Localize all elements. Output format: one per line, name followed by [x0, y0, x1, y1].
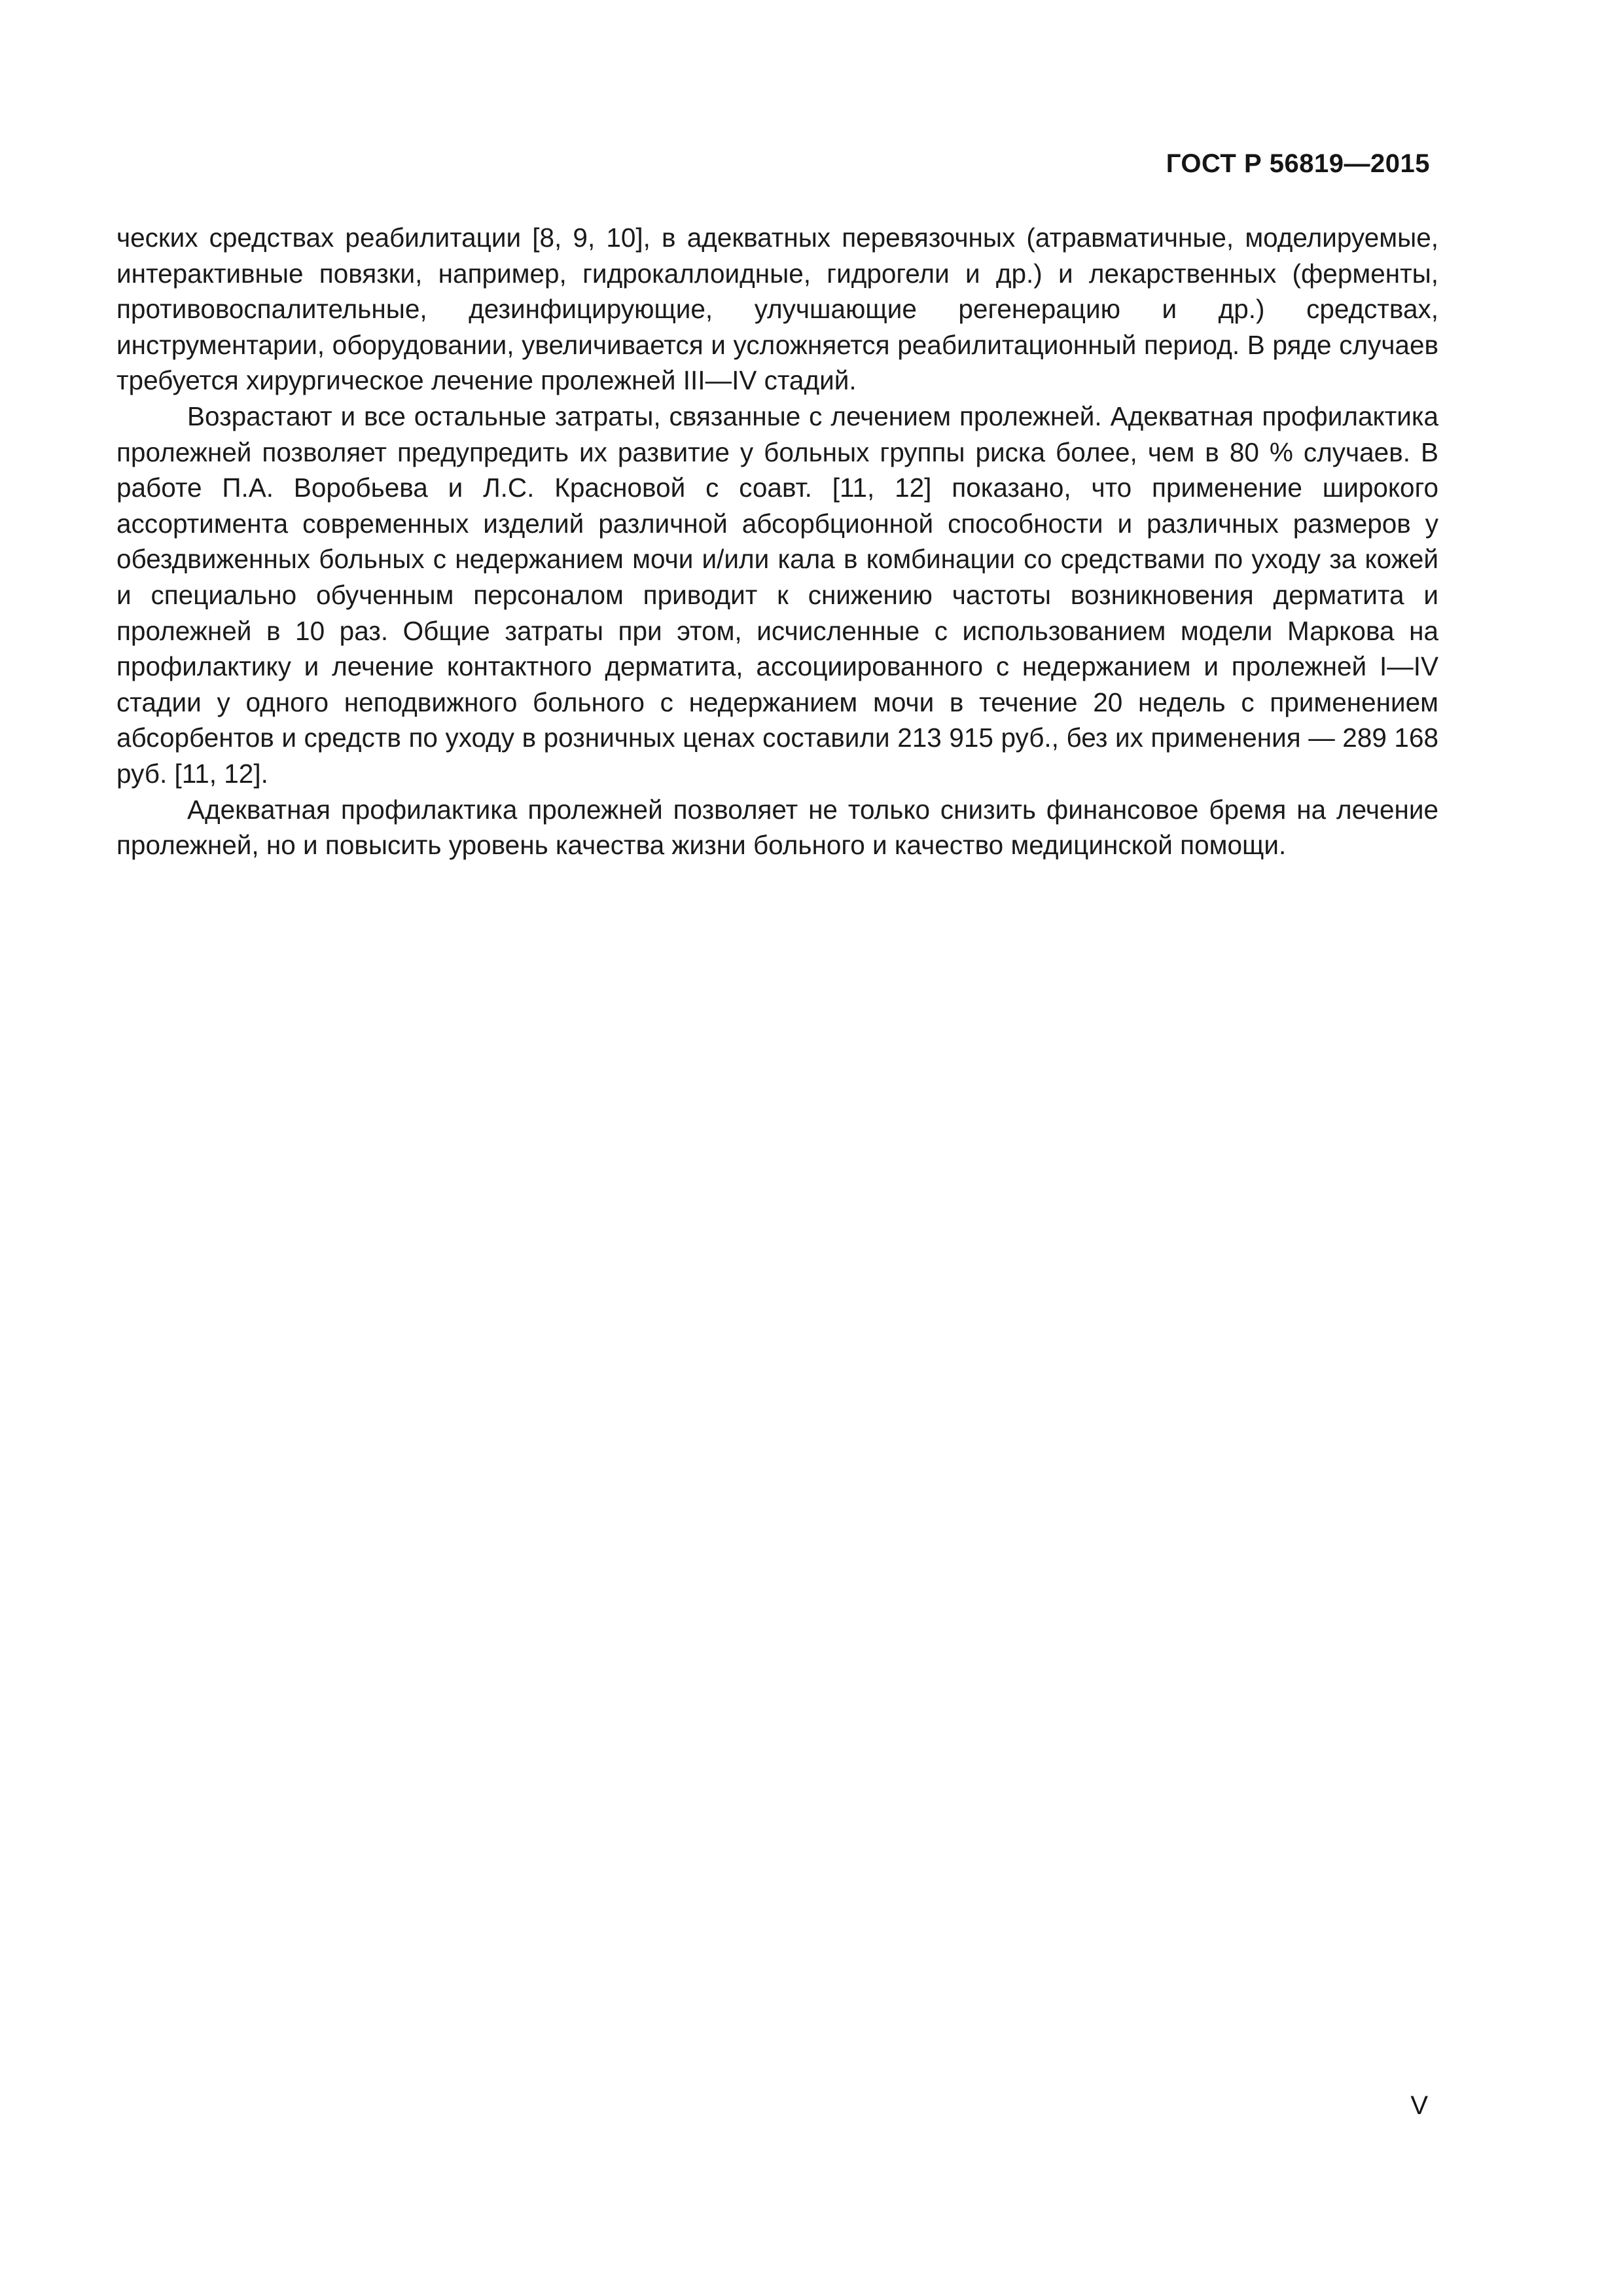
paragraph-continuation: ческих средствах реабилитации [8, 9, 10], в адекватных перевязочных (атравматичные, моделируемые, интерактивные повязки, например, гидрокаллоидные, гидрогели и др.) и лекарственных (ферменты, противовоспалительные, дезинфицирующие, улучшающие регенерацию и др.) средствах, инструментарии, оборудовании, увеличивается и усложняется реабилитационный период. В ряде случаев требуется хирургическое лечение пролежней III—IV стадий.: [116, 223, 1438, 396]
paragraph-prevention: Адекватная профилактика пролежней позволяет не только снизить финансовое бремя на лечение пролежней, но и повысить уровень качества жизни больного и качество медицинской помощи.: [116, 794, 1438, 861]
paragraph-costs: Возрастают и все остальные затраты, связанные с лечением пролежней. Адекватная профилактика пролежней позволяет предупредить их развитие у больных группы риска более, чем в 80 % случаев. В работе П.А. Воробьева и Л.С. Красновой с соавт. [11, 12] показано, что применение широкого ассортимента современных изделий различной абсорбционной способности и различных размеров у обездвиженных больных с недержанием мочи и/или кала в комбинации со средствами по уходу за кожей и специально обученным персоналом приводит к снижению частоты возникновения дерматита и пролежней в 10 раз. Общие затраты при этом, исчисленные с использованием модели Маркова на профилактику и лечение контактного дерматита, ассоциированного с недержанием и пролежней I—IV стадии у одного неподвижного больного с недержанием мочи в течение 20 недель с применением абсорбентов и средств по уходу в розничных ценах составили 213 915 руб., без их применения — 289 168 руб. [11, 12].: [116, 401, 1438, 789]
document-code-header: ГОСТ Р 56819—2015: [1166, 149, 1430, 178]
body-text: [116, 220, 1438, 863]
page-number: V: [1410, 2091, 1428, 2120]
